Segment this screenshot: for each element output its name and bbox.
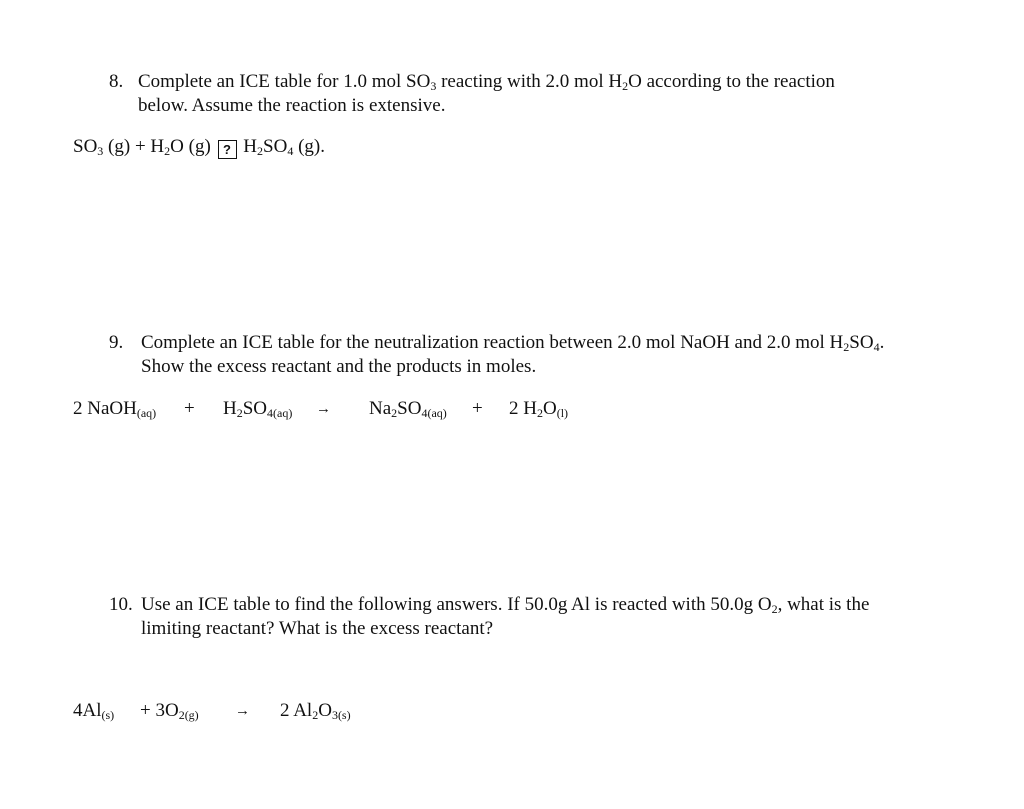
question-8 — [109, 70, 989, 120]
question-10-equation — [73, 699, 393, 725]
question-9-line-1: Complete an ICE table for the neutralization reaction between 2.0 mol NaOH and 2.0 mol $H_2SO_4$. — [141, 332, 885, 354]
question-9 — [109, 331, 999, 381]
question-9-line-2: Show the excess reactant and the products in moles. — [141, 356, 537, 377]
missing-glyph-box-icon: ? — [218, 140, 237, 159]
question-9-number: 9. — [109, 332, 124, 353]
question-8-line-2: below. Assume the reaction is extensive. — [138, 95, 446, 116]
equation-term-water: 2 $H_2O_{(l)}$ — [509, 398, 569, 420]
question-10-number: 10. — [109, 594, 133, 615]
question-10-text — [141, 593, 991, 641]
equation-term-al: $4Al_{(s)}$ — [73, 700, 115, 722]
equation-term-o2: + $3O_{2(g)}$ — [140, 700, 199, 722]
reaction-arrow-icon: → — [316, 401, 331, 417]
equation-term-na2so4: $Na_2SO_{4(aq)}$ — [369, 398, 447, 420]
question-9-equation — [73, 397, 633, 423]
question-8-equation: $SO_3$ $(g) + H_2O$ (g) ? $H_2SO_4$ (g). — [73, 136, 325, 158]
question-8-number: 8. — [109, 71, 124, 92]
equation-term-h2so4: $H_2SO_{4(aq)}$ — [223, 398, 293, 420]
question-9-text — [141, 331, 991, 379]
equation-plus: + — [472, 398, 483, 419]
equation-term-naoh: 2 NaOH$_{(aq)}$ — [73, 398, 157, 420]
question-10-line-1: Use an ICE table to find the following answers. If 50.0g Al is reacted with 50.0g $O_2$, what is the — [141, 594, 870, 616]
question-8-text — [138, 70, 978, 118]
equation-plus: + — [184, 398, 195, 419]
question-8-line-1: Complete an ICE table for 1.0 mol $SO_3$ reacting with 2.0 mol $H_2O$ according to the reaction — [138, 71, 835, 93]
equation-term-al2o3: 2 $Al_2O_{3(s)}$ — [280, 700, 351, 722]
question-10 — [109, 593, 999, 643]
reaction-arrow-icon: → — [235, 703, 250, 719]
question-10-line-2: limiting reactant? What is the excess reactant? — [141, 618, 494, 639]
